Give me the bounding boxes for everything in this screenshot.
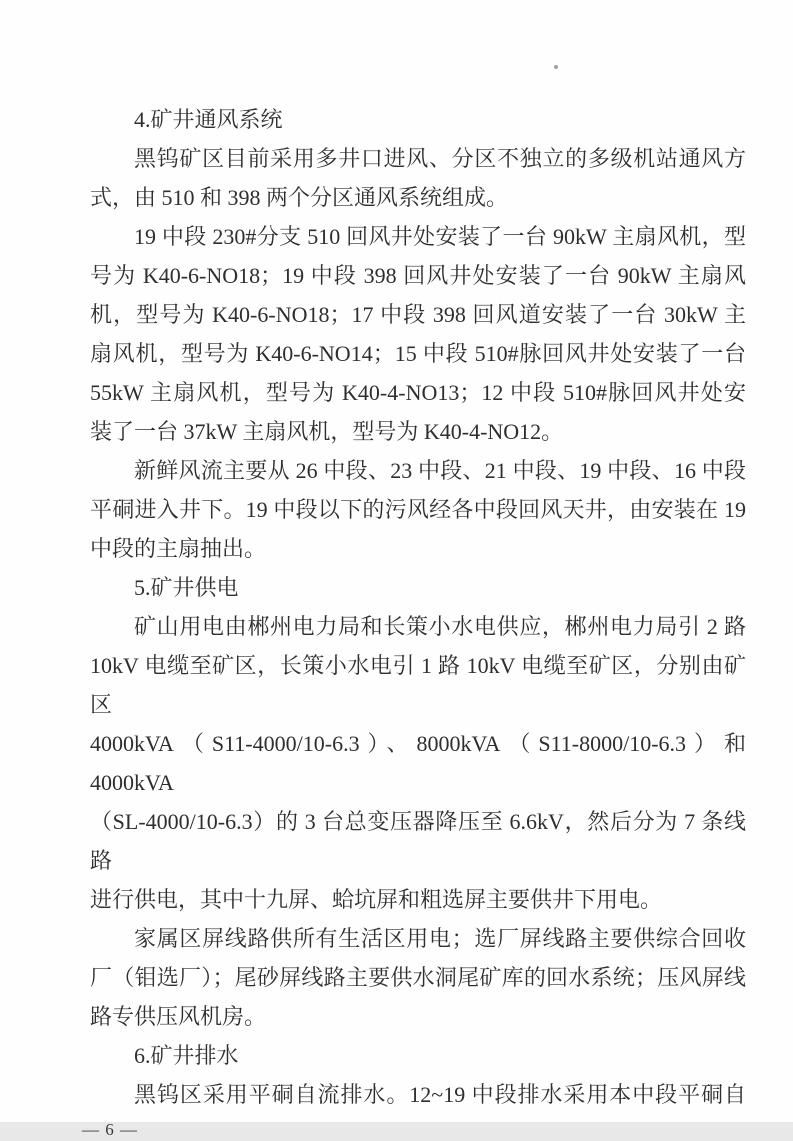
paragraph [90, 217, 746, 451]
text-line: 式，由 510 和 398 两个分区通风系统组成。 [90, 185, 509, 210]
section-ventilation [90, 100, 746, 568]
text-line: 新鲜风流主要从 26 中段、23 中段、21 中段、19 中段、16 中段 [134, 458, 746, 483]
scan-speck [554, 65, 558, 69]
text-line: 黑钨区采用平硐自流排水。12~19 中段排水采用本中段平硐自 [134, 1082, 746, 1107]
paragraph [90, 1075, 746, 1114]
text-line: 平硐进入井下。19 中段以下的污风经各中段回风天井，由安装在 19 [90, 497, 746, 522]
text-line: 矿山用电由郴州电力局和长策小水电供应，郴州电力局引 2 路 [134, 614, 746, 639]
section-drainage [90, 1036, 746, 1114]
paragraph [90, 139, 746, 217]
text-line: 装了一台 37kW 主扇风机，型号为 K40-4-NO12。 [90, 419, 564, 444]
paragraph [90, 451, 746, 568]
text-line: 55kW 主扇风机，型号为 K40-4-NO13；12 中段 510#脉回风井处安 [90, 380, 746, 405]
paragraph [90, 607, 746, 919]
text-line: 路专供压风机房。 [90, 1004, 267, 1029]
text-line: 厂（钼选厂）；尾砂屏线路主要供水洞尾矿库的回水系统；压风屏线 [90, 965, 746, 990]
section-heading: 5.矿井供电 [134, 575, 239, 600]
section-heading: 6.矿井排水 [134, 1043, 239, 1068]
text-line: 号为 K40-6-NO18；19 中段 398 回风井处安装了一台 90kW 主扇风 [90, 263, 746, 288]
paragraph [90, 919, 746, 1036]
text-line: 家属区屏线路供所有生活区用电；选厂屏线路主要供综合回收 [134, 926, 746, 951]
text-line: 10kV 电缆至矿区，长策小水电引 1 路 10kV 电缆至矿区，分别由矿区 [90, 653, 746, 717]
text-line: 扇风机，型号为 K40-6-NO14；15 中段 510#脉回风井处安装了一台 [90, 341, 746, 366]
text-line: 中段的主扇抽出。 [90, 536, 267, 561]
page-number: — 6 — [82, 1120, 138, 1139]
text-line: （SL-4000/10-6.3）的 3 台总变压器降压至 6.6kV，然后分为 7 条线路 [90, 809, 746, 873]
text-line: 机，型号为 K40-6-NO18；17 中段 398 回风道安装了一台 30kW 主 [90, 302, 746, 327]
text-line: 19 中段 230#分支 510 回风井处安装了一台 90kW 主扇风机，型 [134, 224, 746, 249]
section-power-supply [90, 568, 746, 1036]
text-line: 4000kVA（S11-4000/10-6.3）、8000kVA（S11-8000/10-6.3）和 4000kVA [90, 731, 746, 795]
section-heading: 4.矿井通风系统 [134, 107, 283, 132]
page-content [82, 100, 746, 1141]
text-line: 进行供电，其中十九屏、蛤坑屏和粗选屏主要供井下用电。 [90, 887, 663, 912]
text-line: 黑钨矿区目前采用多井口进风、分区不独立的多级机站通风方 [134, 146, 746, 171]
